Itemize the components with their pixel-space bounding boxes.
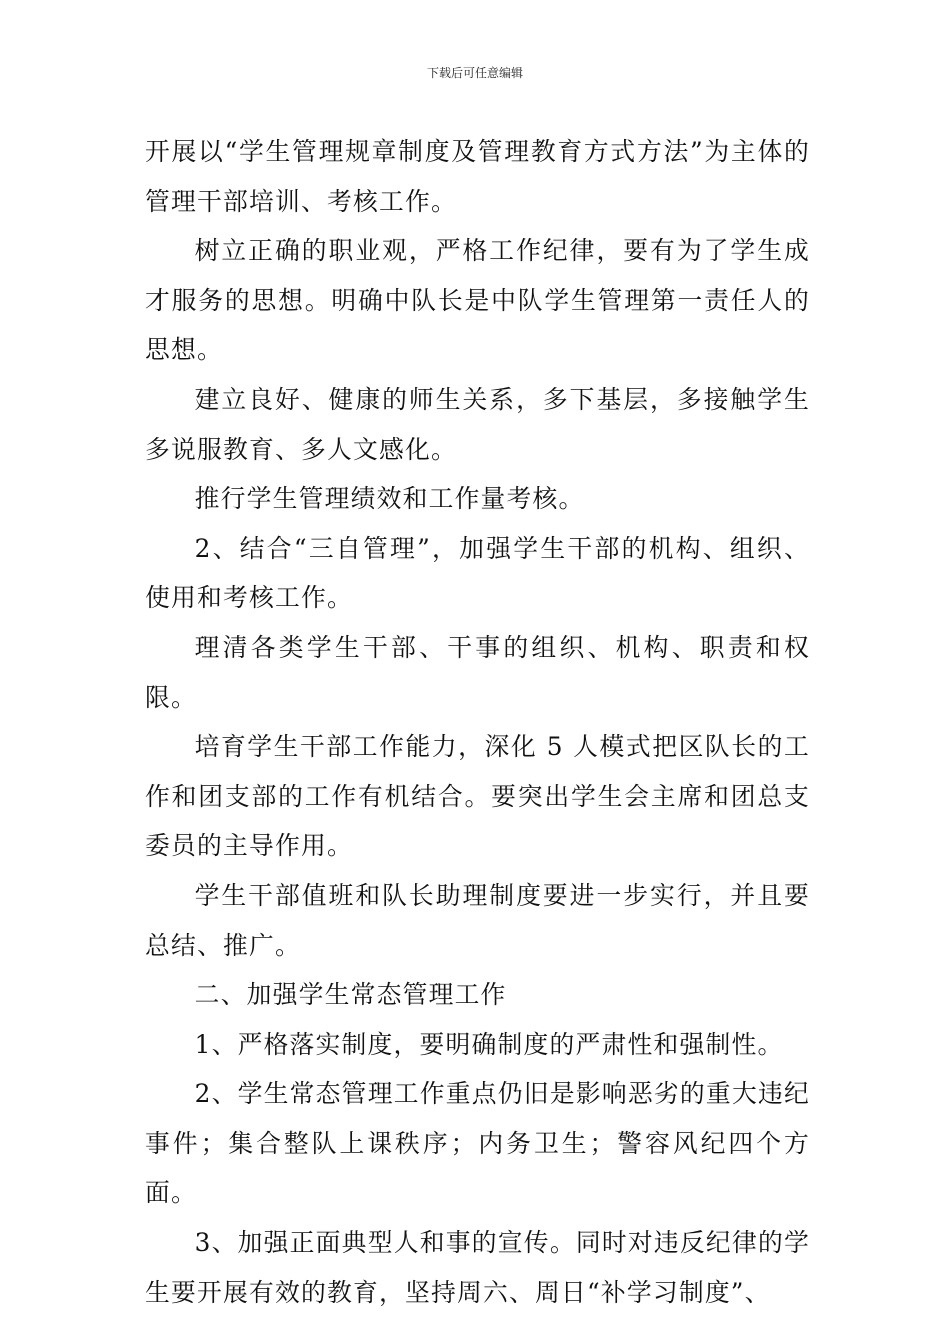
paragraph-1: 开展以“学生管理规章制度及管理教育方式方法”为主体的管理干部培训、考核工作。	[145, 137, 810, 216]
document-body	[145, 127, 810, 1317]
paragraph-2: 树立正确的职业观，严格工作纪律，要有为了学生成才服务的思想。明确中队长是中队学生管理第一责任人的思想。	[145, 236, 810, 365]
page-header: 下载后可任意编辑	[426, 66, 523, 80]
paragraph-3: 建立良好、健康的师生关系，多下基层，多接触学生多说服教育、多人文感化。	[145, 384, 810, 464]
paragraph-11: 2、学生常态管理工作重点仍旧是影响恶劣的重大违纪事件；集合整队上课秩序；内务卫生；警容风纪四个方面。	[145, 1079, 810, 1208]
paragraph-12: 3、加强正面典型人和事的宣传。同时对违反纪律的学生要开展有效的教育，坚持周六、周日“补学习制度”、	[145, 1228, 810, 1307]
section-heading: 二、加强学生常态管理工作	[194, 980, 507, 1010]
paragraph-8: 学生干部值班和队长助理制度要进一步实行，并且要总结、推广。	[145, 880, 810, 960]
paragraph-10: 1、严格落实制度，要明确制度的严肃性和强制性。	[194, 1029, 784, 1059]
paragraph-7: 培育学生干部工作能力，深化 5 人模式把区队长的工作和团支部的工作有机结合。要突出学生会主席和团总支委员的主导作用。	[145, 732, 810, 861]
paragraph-4: 推行学生管理绩效和工作量考核。	[194, 484, 585, 514]
paragraph-5: 2、结合“三自管理”，加强学生干部的机构、组织、使用和考核工作。	[145, 533, 810, 613]
paragraph-6: 理清各类学生干部、干事的组织、机构、职责和权限。	[145, 632, 810, 712]
